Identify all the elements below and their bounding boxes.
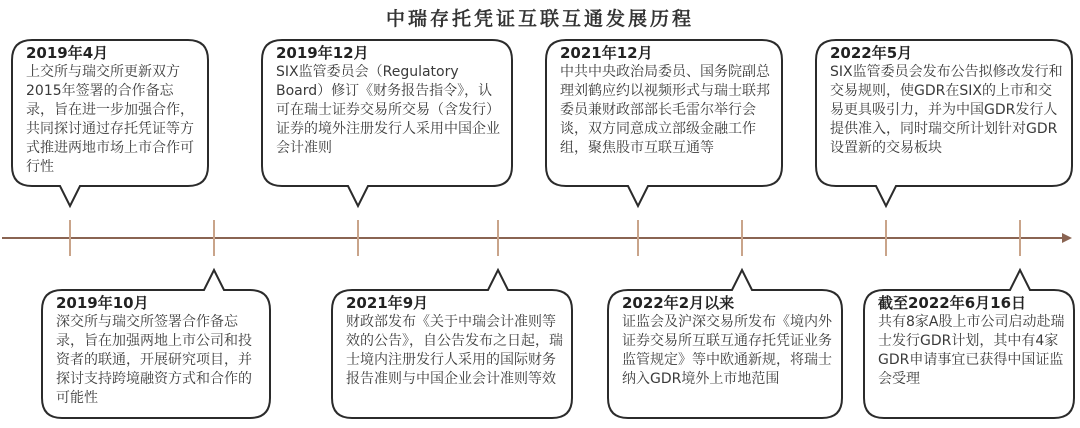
- event-text: 中共中央政治局委员、国务院副总理刘鹤应约以视频形式与瑞士联邦委员兼财政部部长毛雷尔举行会谈，双方同意成立部级金融工作组，聚焦股市互联互通等: [560, 64, 770, 156]
- event-box-2019-10: [44, 294, 268, 414]
- event-box-2019-04: [14, 44, 206, 182]
- event-text: 深交所与瑞交所签署合作备忘录，旨在加强两地上市公司和投资者的联通，开展研究项目，并探讨支持跨境融资方式和合作的可能性: [56, 314, 252, 406]
- event-date: 2019年10月: [56, 294, 149, 312]
- timeline-arrowhead: [1062, 233, 1072, 243]
- event-date: 2019年4月: [26, 44, 109, 62]
- event-text: 上交所与瑞交所更新双方2015年签署的合作备忘录，旨在进一步加强合作，共同探讨通过存托凭证等方式推进两地市场上市合作可行性: [26, 64, 194, 175]
- event-date: 2021年12月: [560, 44, 653, 62]
- event-date: 2022年5月: [830, 44, 913, 62]
- event-date: 截至2022年6月16日: [878, 294, 1027, 312]
- event-box-2022-02: [610, 294, 840, 414]
- event-box-2019-12: [264, 44, 510, 182]
- event-box-2022-05: [818, 44, 1070, 182]
- event-box-2021-09: [334, 294, 570, 414]
- event-date: 2019年12月: [276, 44, 369, 62]
- event-text: SIX监管委员会发布公告拟修改发行和交易规则，使GDR在SIX的上市和交易更具吸引力，并为中国GDR发行人提供准入，同时瑞交所计划针对GDR设置新的交易板块: [830, 64, 1063, 156]
- event-box-2022-06-16: [866, 294, 1072, 414]
- event-text: 共有8家A股上市公司启动赴瑞士发行GDR计划，其中有4家GDR申请事宜已获得中国证监会受理: [878, 314, 1065, 387]
- event-text: 证监会及沪深交易所发布《境内外证券交易所互联互通存托凭证业务监管规定》等中欧通新规，将瑞士纳入GDR境外上市地范围: [622, 314, 832, 387]
- event-date: 2021年9月: [346, 294, 429, 312]
- event-text: SIX监管委员会（Regulatory Board）修订《财务报告指令》，认可在瑞士证券交易所交易（含发行）证券的境外注册发行人采用中国企业会计准则: [276, 64, 500, 156]
- event-date: 2022年2月以来: [622, 294, 735, 312]
- event-text: 财政部发布《关于中瑞会计准则等效的公告》，自公告发布之日起，瑞士境内注册发行人采用的国际财务报告准则与中国企业会计准则等效: [346, 314, 563, 387]
- event-box-2021-12: [548, 44, 780, 182]
- diagram-title: 中瑞存托凭证互联互通发展历程: [385, 8, 694, 30]
